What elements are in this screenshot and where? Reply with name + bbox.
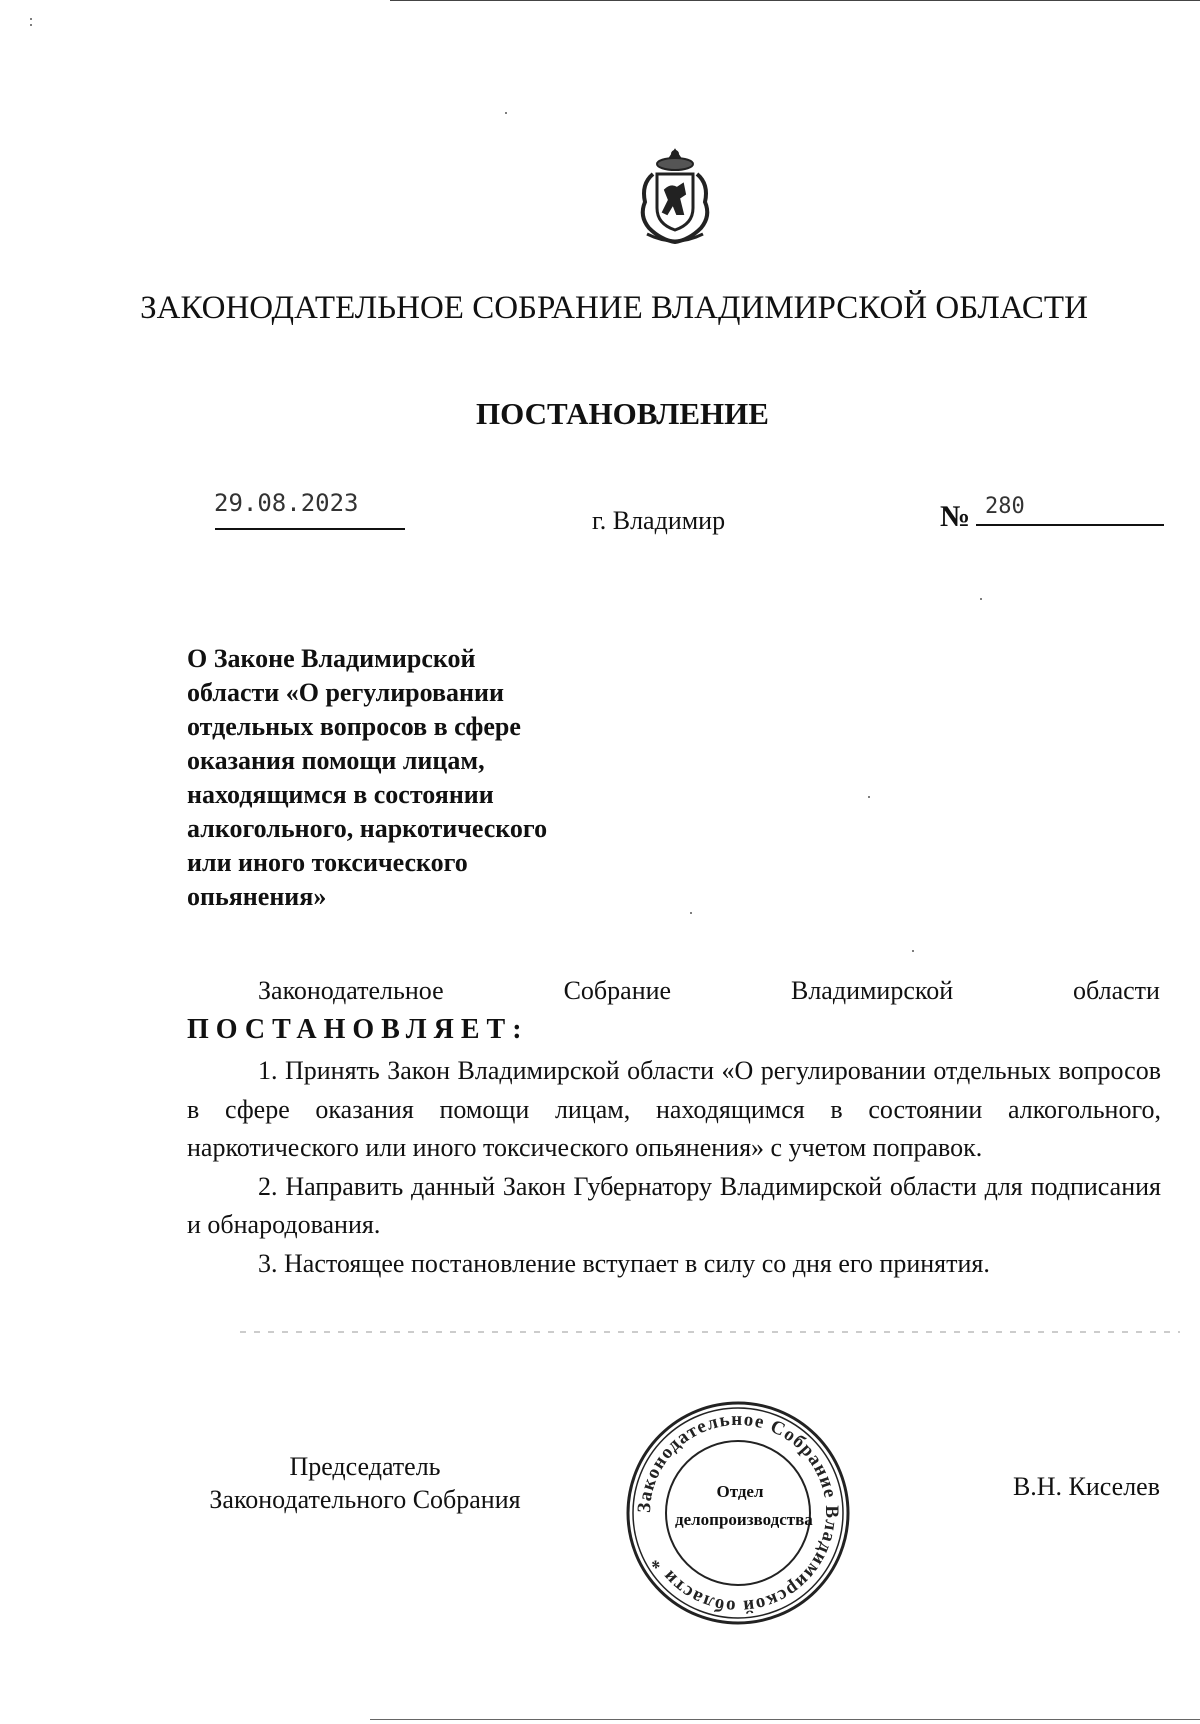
subject-line: алкогольного, наркотического (187, 814, 548, 843)
document-type-heading: ПОСТАНОВЛЕНИЕ (476, 396, 769, 431)
role-line: Законодательного Собрания (209, 1485, 521, 1514)
date-underline (215, 528, 405, 530)
document-subject (187, 642, 607, 914)
document-city: г. Владимир (592, 506, 726, 535)
number-sign: № (940, 500, 971, 533)
subject-line: или иного токсического (187, 848, 468, 877)
stamp-line: Отдел (716, 1482, 764, 1501)
svg-text:Законодательное Собрание Влади: Законодательное Собрание Владимирской области * (633, 1408, 843, 1618)
resolution-paragraph: 2. Направить данный Закон Губернатору Владимирской области для подписания и обнародования. (187, 1171, 1161, 1239)
signatory-role (190, 1450, 540, 1516)
scan-edge-top (390, 0, 1200, 1)
scan-speck (912, 950, 914, 952)
scan-edge-bottom (370, 1719, 1200, 1720)
preamble-word: Владимирской (790, 976, 954, 1005)
subject-line: О Законе Владимирской (187, 644, 476, 673)
organization-title: ЗАКОНОДАТЕЛЬНОЕ СОБРАНИЕ ВЛАДИМИРСКОЙ ОБЛАСТИ (140, 290, 1088, 326)
document-number: 280 (985, 494, 1025, 519)
scan-speck (868, 796, 870, 798)
stamp-center-text (675, 1478, 813, 1534)
resolution-paragraph: 1. Принять Закон Владимирской области «О регулировании отдельных вопросов в сфере оказания помощи лицам, находящимся в состоянии алкогольного, наркотического или иного токсического опьянения» с учетом поправок. (187, 1056, 1161, 1162)
scan-speck (690, 912, 692, 914)
scan-speck (30, 18, 32, 20)
preamble-word: Собрание (563, 976, 672, 1005)
scan-speck (30, 24, 32, 26)
decree-word: ПОСТАНОВЛЯЕТ: (187, 1014, 529, 1045)
preamble (258, 976, 1160, 1006)
role-line: Председатель (289, 1452, 441, 1481)
subject-line: области «О регулировании (187, 678, 504, 707)
preamble-word: Законодательное (258, 976, 444, 1005)
stamp-line: делопроизводства (675, 1510, 813, 1529)
scan-speck (505, 112, 507, 114)
signatory-name: В.Н. Киселев (1012, 1472, 1160, 1501)
document-date: 29.08.2023 (214, 489, 359, 517)
subject-line: находящимся в состоянии (187, 780, 494, 809)
scan-dotted-line (240, 1331, 1180, 1333)
resolution-paragraph: 3. Настоящее постановление вступает в силу со дня его принятия. (258, 1248, 990, 1278)
scan-speck (980, 598, 982, 600)
number-underline (976, 524, 1164, 526)
subject-line: опьянения» (187, 882, 327, 911)
coat-of-arms-icon (627, 144, 723, 248)
subject-line: отдельных вопросов в сфере (187, 712, 521, 741)
subject-line: оказания помощи лицам, (187, 746, 485, 775)
preamble-word: области (1073, 976, 1160, 1005)
resolution-body (187, 1052, 1161, 1283)
